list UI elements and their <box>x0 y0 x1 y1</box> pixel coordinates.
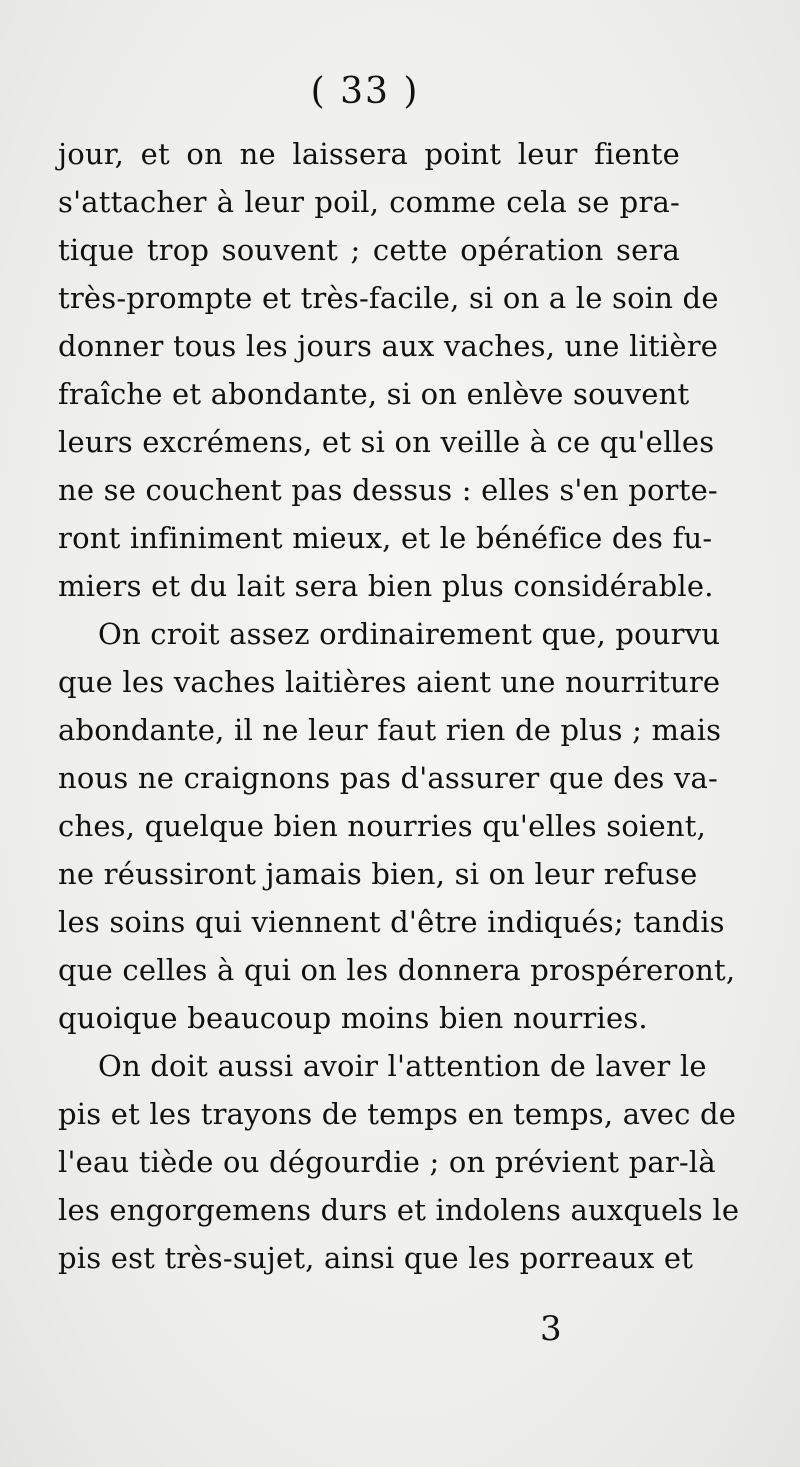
text-line: jour, et on ne laissera point leur fiente <box>58 137 680 171</box>
text-line: tique trop souvent ; cette opération sera <box>58 233 680 267</box>
text-line: très-prompte et très-facile, si on a le soin de <box>58 281 719 315</box>
text-line: pis et les trayons de temps en temps, avec de <box>58 1097 737 1131</box>
signature-mark: 3 <box>540 1309 562 1349</box>
text-line: fraîche et abondante, si on enlève souvent <box>58 377 690 411</box>
text-line: leurs excrémens, et si on veille à ce qu'elles <box>58 425 715 459</box>
text-line: que les vaches laitières aient une nourriture <box>58 665 721 699</box>
text-line: quoique beaucoup moins bien nourries. <box>58 1001 648 1035</box>
text-line: que celles à qui on les donnera prospéreront, <box>58 953 736 987</box>
text-line: les engorgemens durs et indolens auxquels le <box>58 1193 740 1227</box>
text-line: miers et du lait sera bien plus considérable. <box>58 569 714 603</box>
text-line: les soins qui viennent d'être indiqués; tandis <box>58 905 725 939</box>
text-line: pis est très-sujet, ainsi que les porreaux et <box>58 1241 694 1275</box>
text-line: donner tous les jours aux vaches, une litière <box>58 329 719 363</box>
paragraph-start-line: On doit aussi avoir l'attention de laver le <box>98 1049 707 1083</box>
text-line: abondante, il ne leur faut rien de plus ; mais <box>58 713 722 747</box>
text-line: ne se couchent pas dessus : elles s'en porte- <box>58 473 718 507</box>
text-line: ches, quelque bien nourries qu'elles soient, <box>58 809 706 843</box>
paragraph-start-line: On croit assez ordinairement que, pourvu <box>98 617 721 651</box>
text-line: nous ne craignons pas d'assurer que des va- <box>58 761 718 795</box>
text-line: s'attacher à leur poil, comme cela se pra- <box>58 185 680 219</box>
text-line: ront infiniment mieux, et le bénéfice des fu- <box>58 521 713 555</box>
text-line: l'eau tiède ou dégourdie ; on prévient par-là <box>58 1145 716 1179</box>
text-line: ne réussiront jamais bien, si on leur refuse <box>58 857 698 891</box>
page-body-text <box>58 130 740 1282</box>
page-number: ( 33 ) <box>310 71 420 112</box>
